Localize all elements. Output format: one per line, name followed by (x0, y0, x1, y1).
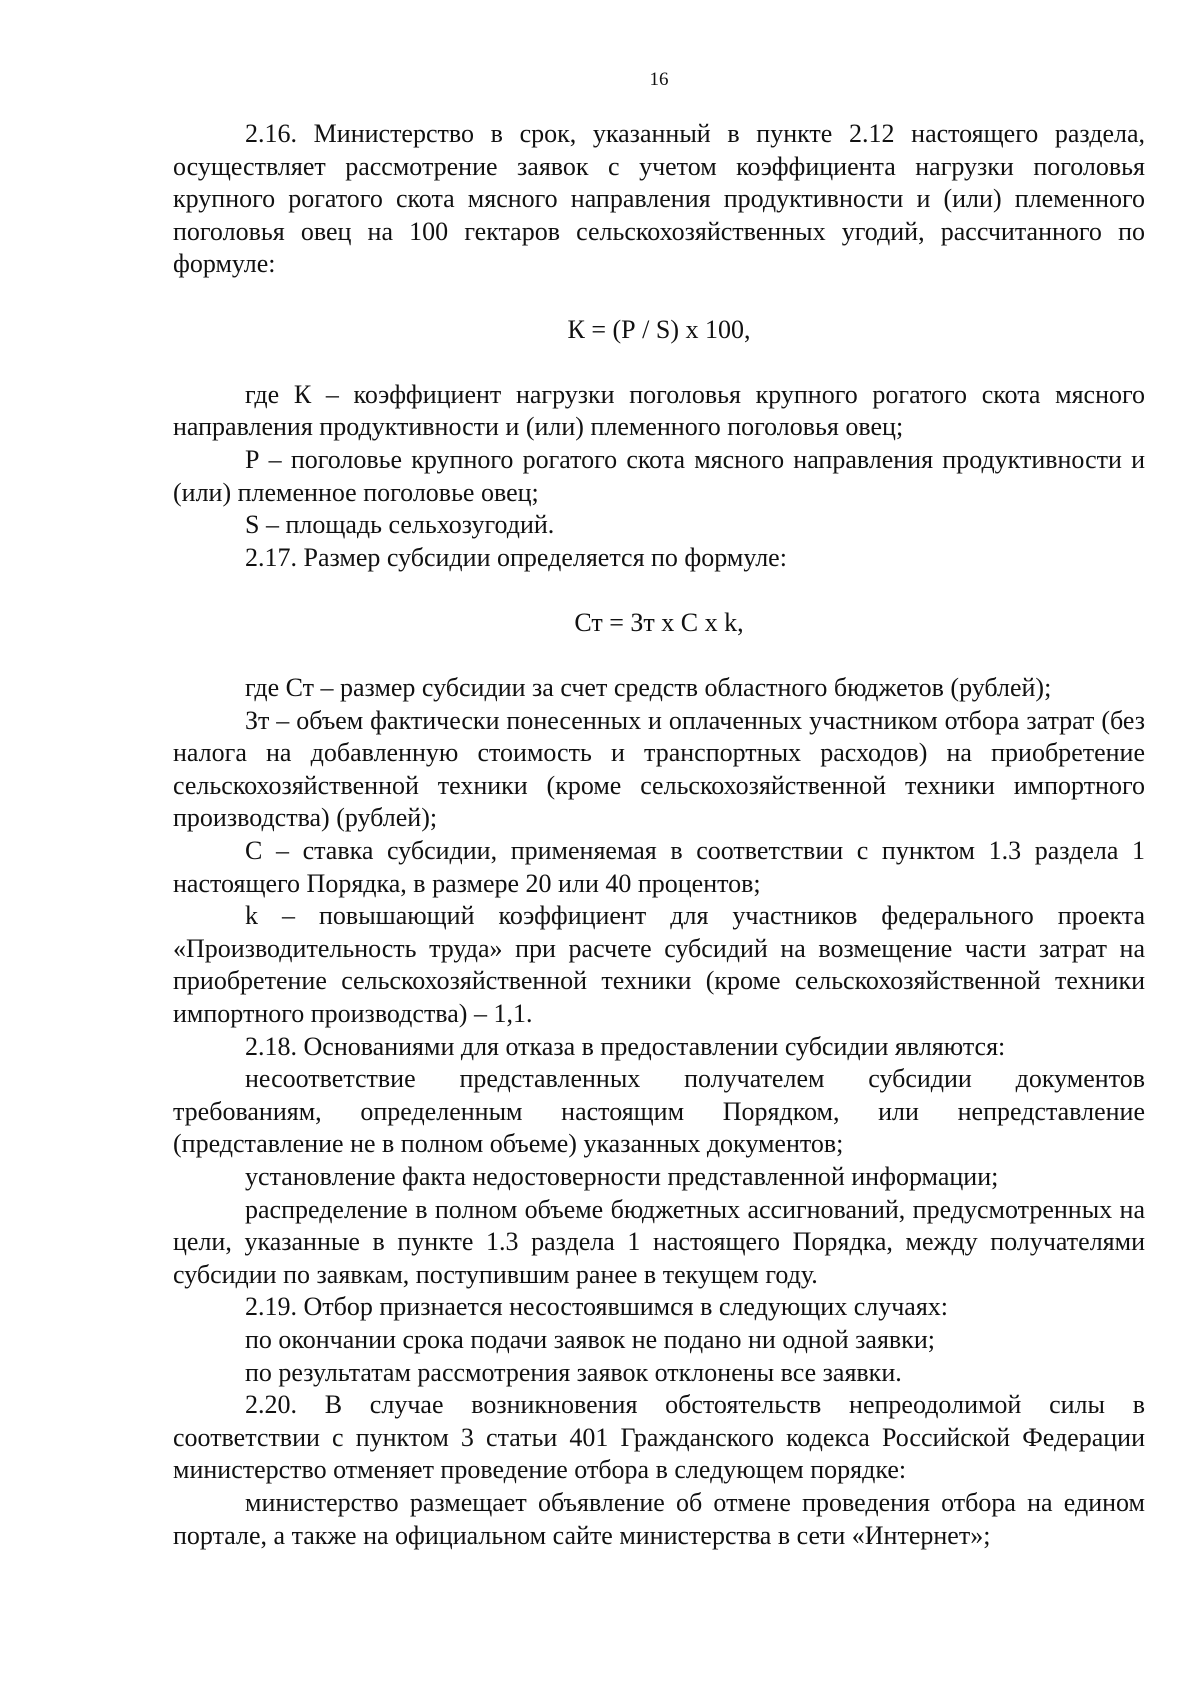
spacer (173, 281, 1145, 314)
page-number: 16 (649, 69, 669, 90)
document-body (173, 118, 1145, 1552)
paragraph-2-19-b: по результатам рассмотрения заявок отклонены все заявки. (245, 1357, 902, 1387)
definition-s: S – площадь сельхозугодий. (245, 510, 555, 540)
definition-k-coefficient: k – повышающий коэффициент для участников федерального проекта «Производительность труда» при расчете субсидий на возмещение части затрат на приобретение сельскохозяйственной техники (кроме сельскохозяйственной техники импортного производства) – 1,1. (173, 901, 1145, 1029)
spacer (173, 640, 1145, 673)
definition-k: где К – коэффициент нагрузки поголовья крупного рогатого скота мясного направления продуктивности и (или) племенного поголовья овец; (173, 379, 1145, 442)
paragraph-2-20-a: министерство размещает объявление об отмене проведения отбора на едином портале, а также на официальном сайте министерства в сети «Интернет»; (173, 1487, 1145, 1550)
paragraph-2-18-b: установление факта недостоверности представленной информации; (245, 1162, 999, 1191)
paragraph-2-18: 2.18. Основаниями для отказа в предоставлении субсидии являются: (245, 1031, 1006, 1061)
formula-c: Ст = Зт х С х k, (574, 607, 744, 637)
spacer (173, 346, 1145, 379)
paragraph-2-18-a: несоответствие представленных получателем субсидии документов требованиям, определенным настоящим Порядком, или непредставление (представление не в полном объеме) указанных документов; (173, 1064, 1145, 1159)
paragraph-2-20: 2.20. В случае возникновения обстоятельств непреодолимой силы в соответствии с пунктом 3 статьи 401 Гражданского кодекса Российской Федерации министерство отменяет проведение отбора в следующем порядке: (173, 1390, 1145, 1485)
definition-c: С – ставка субсидии, применяемая в соответствии с пунктом 1.3 раздела 1 настоящего Порядка, в размере 20 или 40 процентов; (173, 836, 1145, 898)
definition-zt: Зт – объем фактически понесенных и оплаченных участником отбора затрат (без налога на добавленную стоимость и транспортных расходов) на приобретение сельскохозяйственной техники (кроме сельскохозяйственной техники импортного производства) (рублей); (173, 705, 1145, 833)
formula-k: К = (Р / S) х 100, (567, 314, 751, 344)
definition-p: Р – поголовье крупного рогатого скота мясного направления продуктивности и (или) племенное поголовье овец; (173, 444, 1145, 507)
definition-ct: где Ст – размер субсидии за счет средств областного бюджетов (рублей); (245, 673, 1052, 703)
paragraph-2-18-c: распределение в полном объеме бюджетных ассигнований, предусмотренных на цели, указанные в пункте 1.3 раздела 1 настоящего Порядка, между получателями субсидии по заявкам, поступившим ранее в текущем году. (173, 1194, 1145, 1289)
paragraph-2-19-a: по окончании срока подачи заявок не подано ни одной заявки; (245, 1324, 935, 1354)
paragraph-2-19: 2.19. Отбор признается несостоявшимся в следующих случаях: (245, 1292, 949, 1322)
spacer (173, 574, 1145, 607)
paragraph-2-17: 2.17. Размер субсидии определяется по формуле: (245, 542, 787, 572)
paragraph-2-16: 2.16. Министерство в срок, указанный в пункте 2.12 настоящего раздела, осуществляет рассмотрение заявок с учетом коэффициента нагрузки поголовья крупного рогатого скота мясного направления продуктивности и (или) племенного поголовья овец на 100 гектаров сельскохозяйственных угодий, рассчитанного по формуле: (173, 119, 1145, 279)
